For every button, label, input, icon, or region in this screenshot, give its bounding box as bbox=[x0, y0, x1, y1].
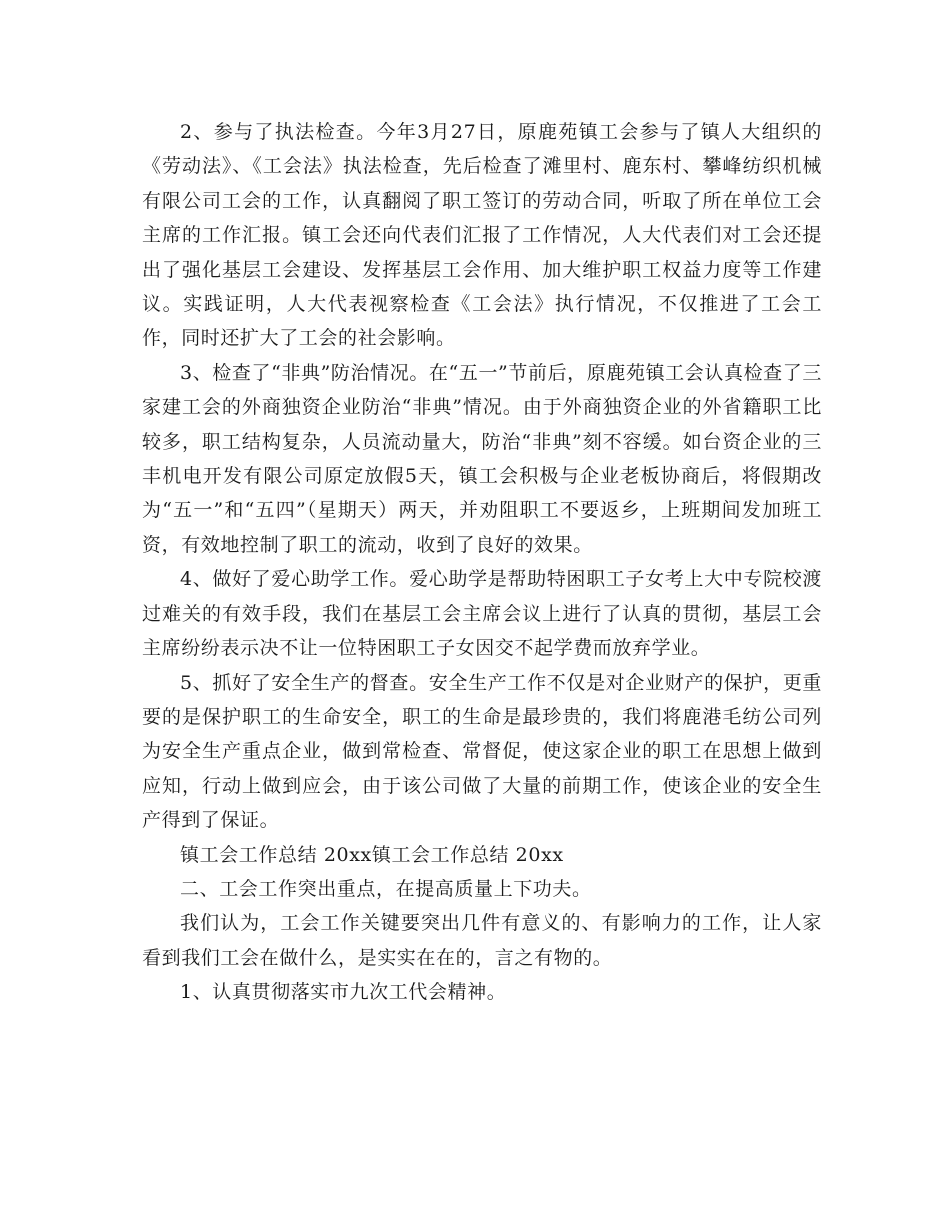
paragraph-law-inspection: 2、参与了执法检查。今年3月27日，原鹿苑镇工会参与了镇人大组织的《劳动法》、《工会法》执法检查，先后检查了滩里村、鹿东村、攀峰纺织机械有限公司工会的工作，认真翻阅了职工签订的劳动合同，听取了所在单位工会主席的工作汇报。镇工会还向代表们汇报了工作情况，人大代表们对工会还提出了强化基层工会建设、发挥基层工会作用、加大维护职工权益力度等工作建议。实践证明，人大代表视察检查《工会法》执行情况，不仅推进了工会工作，同时还扩大了工会的社会影响。 bbox=[142, 121, 822, 350]
paragraph-section-heading: 二、工会工作突出重点，在提高质量上下功夫。 bbox=[180, 877, 592, 900]
document-body bbox=[142, 115, 822, 1010]
paragraph-student-aid: 4、做好了爱心助学工作。爱心助学是帮助特困职工子女考上大中专院校渡过难关的有效手段，我们在基层工会主席会议上进行了认真的贯彻，基层工会主席纷纷表示决不让一位特困职工子女因交不起学费而放弃学业。 bbox=[142, 568, 822, 660]
paragraph-sars-prevention: 3、检查了“非典”防治情况。在“五一”节前后，原鹿苑镇工会认真检查了三家建工会的外商独资企业防治“非典”情况。由于外商独资企业的外省籍职工比较多，职工结构复杂，人员流动量大，防治“非典”刻不容缓。如台资企业的三丰机电开发有限公司原定放假5天，镇工会积极与企业老板协商后，将假期改为“五一”和“五四”（星期天）两天，并劝阻职工不要返乡，上班期间发加班工资，有效地控制了职工的流动，收到了良好的效果。 bbox=[142, 361, 822, 556]
paragraph-item-one: 1、认真贯彻落实市九次工代会精神。 bbox=[180, 981, 507, 1004]
paragraph-key-work: 我们认为，工会工作关键要突出几件有意义的、有影响力的工作，让人家看到我们工会在做什么，是实实在在的，言之有物的。 bbox=[142, 912, 822, 969]
paragraph-safety-inspection: 5、抓好了安全生产的督查。安全生产工作不仅是对企业财产的保护，更重要的是保护职工的生命安全，职工的生命是最珍贵的，我们将鹿港毛纺公司列为安全生产重点企业，做到常检查、常督促，使这家企业的职工在思想上做到应知，行动上做到应会，由于该公司做了大量的前期工作，使该企业的安全生产得到了保证。 bbox=[142, 671, 822, 832]
paragraph-summary-title: 镇工会工作总结 20xx镇工会工作总结 20xx bbox=[180, 843, 564, 866]
